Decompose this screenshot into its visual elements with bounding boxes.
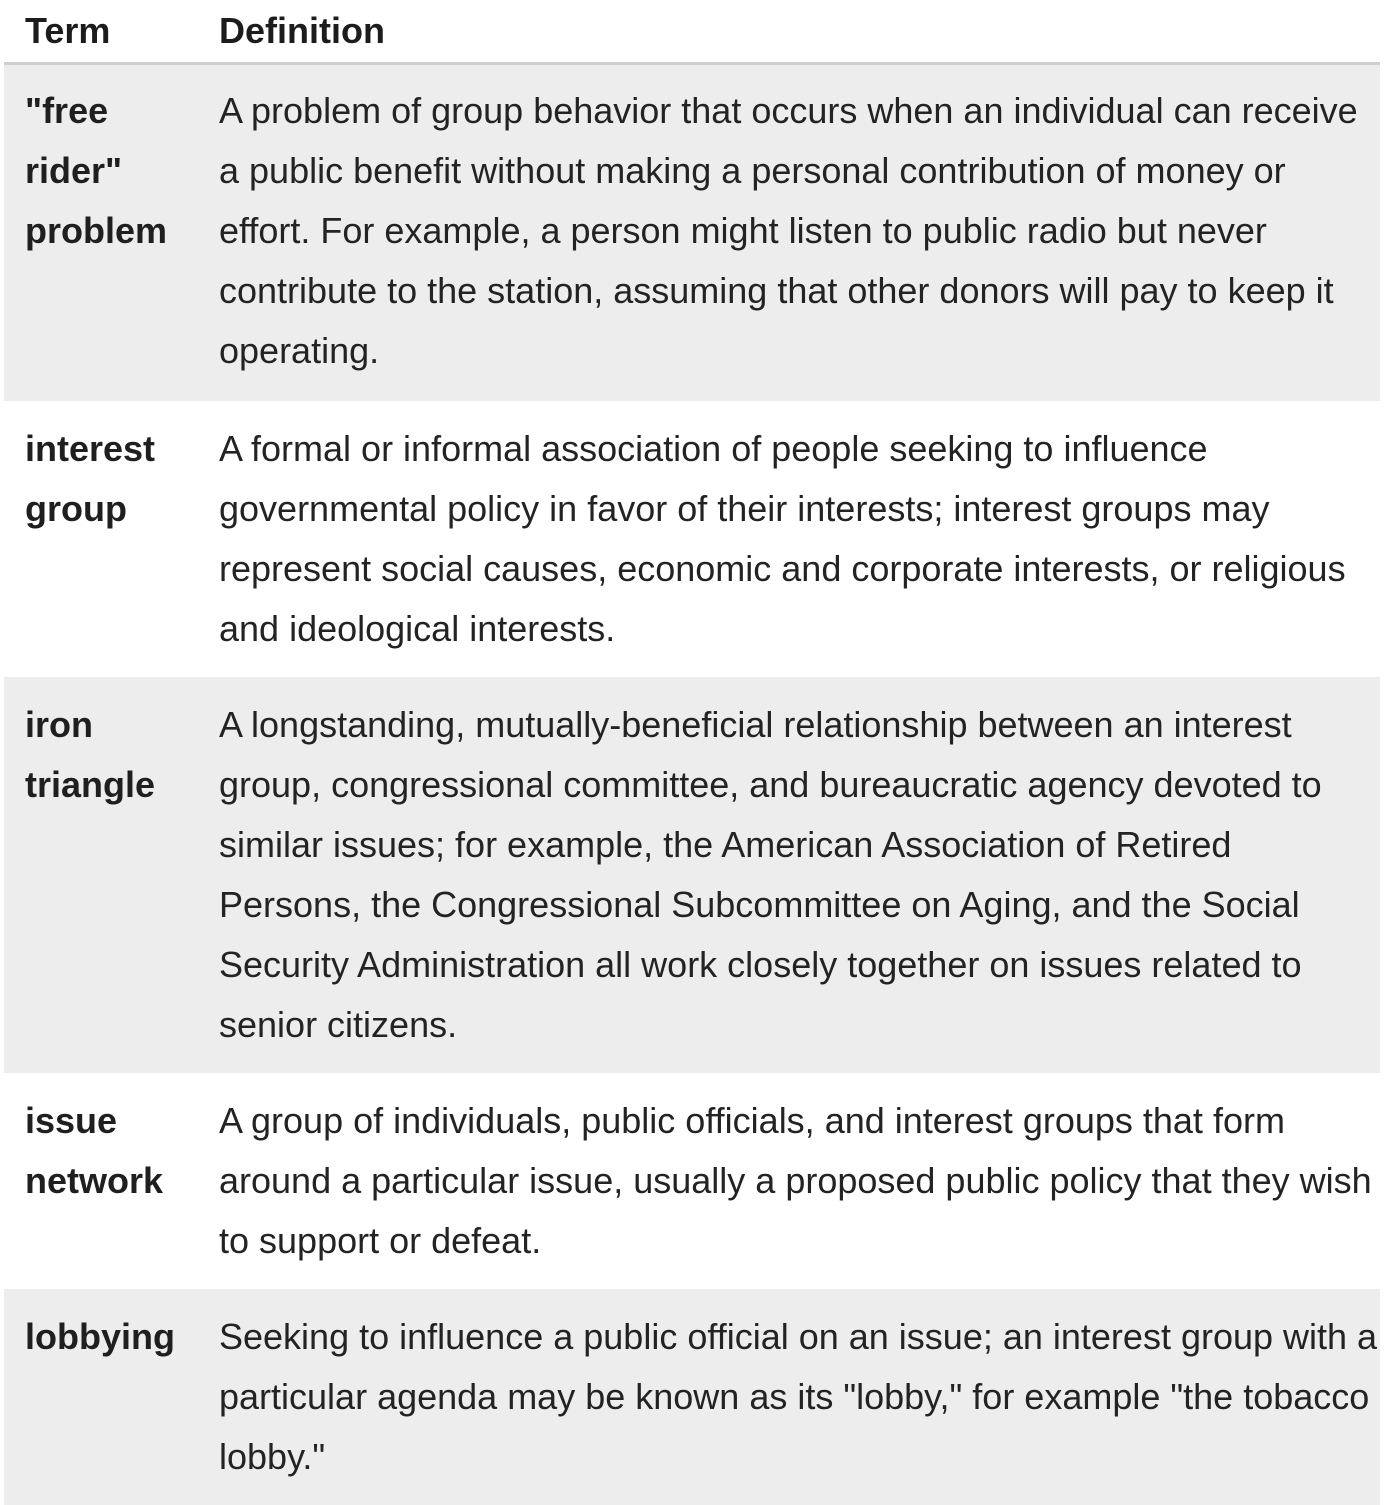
header-row (4, 0, 1380, 64)
table-row (4, 1073, 1380, 1289)
definition-cell: A longstanding, mutually-beneficial relationship between an interest group, congressional committee, and bureaucratic agency devoted to similar issues; for example, the American Association of Retired Persons, the Congressional Subcommittee on Aging, and the Social Security Administration all work closely together on issues related to senior citizens. (198, 677, 1380, 1073)
term-cell: issue network (4, 1073, 198, 1289)
table-row (4, 64, 1380, 402)
table-row (4, 677, 1380, 1073)
table-body (4, 64, 1380, 1505)
table-header (4, 0, 1380, 64)
glossary-table (4, 0, 1380, 1505)
term-cell: interest group (4, 401, 198, 677)
term-cell: iron triangle (4, 677, 198, 1073)
definition-column-header: Definition (198, 0, 1380, 64)
term-column-header: Term (4, 0, 198, 64)
definition-cell: A formal or informal association of people seeking to influence governmental policy in favor of their interests; interest groups may represent social causes, economic and corporate interests, or religious and ideological interests. (198, 401, 1380, 677)
definition-cell: Seeking to influence a public official on an issue; an interest group with a particular agenda may be known as its "lobby," for example "the tobacco lobby." (198, 1289, 1380, 1505)
term-cell: lobbying (4, 1289, 198, 1505)
definition-cell: A problem of group behavior that occurs when an individual can receive a public benefit without making a personal contribution of money or effort. For example, a person might listen to public radio but never contribute to the station, assuming that other donors will pay to keep it operating. (198, 64, 1380, 402)
table-row (4, 1289, 1380, 1505)
term-cell: "free rider" problem (4, 64, 198, 402)
definition-cell: A group of individuals, public officials, and interest groups that form around a particular issue, usually a proposed public policy that they wish to support or defeat. (198, 1073, 1380, 1289)
table-row (4, 401, 1380, 677)
